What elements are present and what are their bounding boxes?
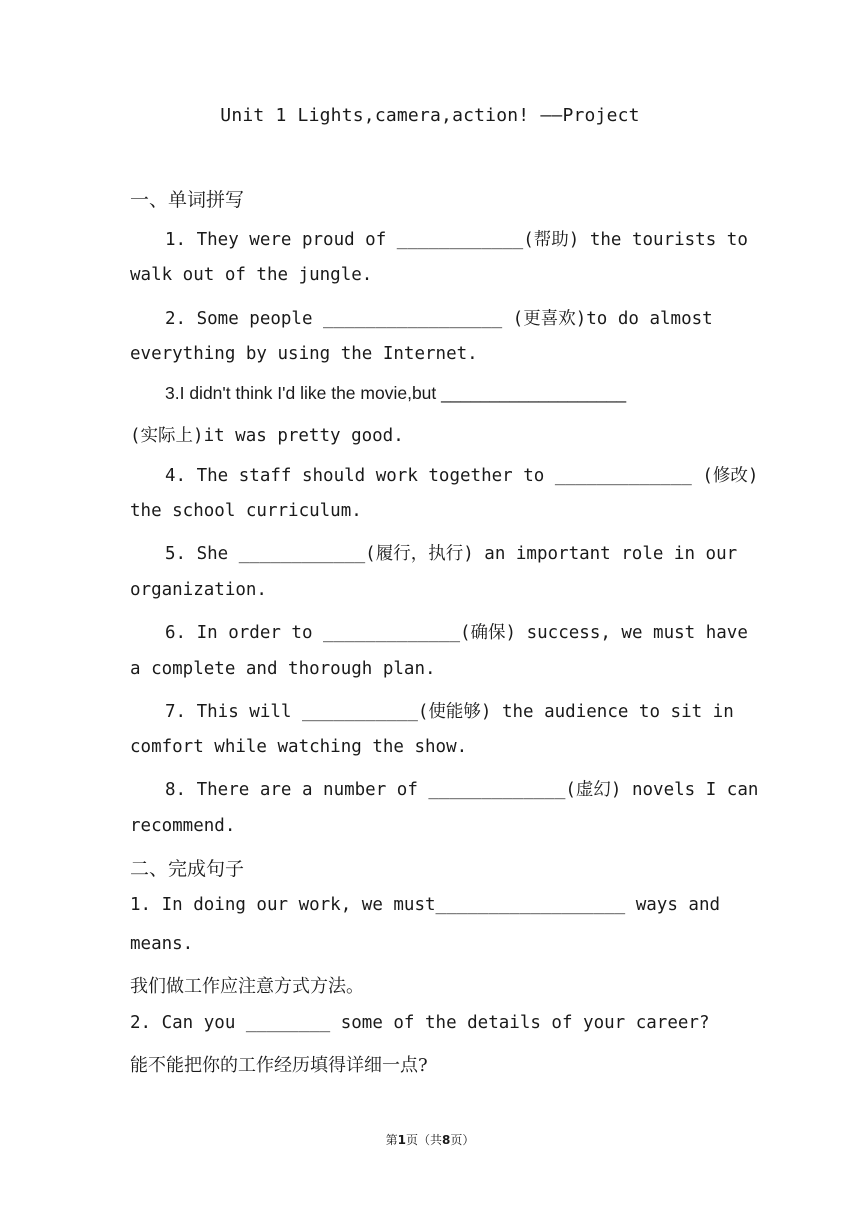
spelling-item-6-line-2: a complete and thorough plan. [130,659,436,679]
spelling-item-8-line-2: recommend. [130,816,236,836]
sentence-item-1-en-line-1: 1. In doing our work, we must__________________ ways and [130,895,721,915]
sentence-item-1-translation: 我们做工作应注意方式方法。 [130,976,364,997]
section-heading-spelling: 一、单词拼写 [130,189,245,211]
spelling-item-1-line-2: walk out of the jungle. [130,265,373,285]
section-heading-sentences: 二、完成句子 [130,858,245,880]
spelling-item-2-line-2: everything by using the Internet. [130,344,478,364]
spelling-item-7-line-2: comfort while watching the show. [130,737,468,757]
sentence-item-2-en: 2. Can you ________ some of the details of your career? [130,1013,710,1033]
page-total: 8 [442,1133,451,1147]
spelling-item-4-line-1: 4. The staff should work together to _____________ (修改) [165,466,759,486]
spelling-item-1-line-1: 1. They were proud of ____________(帮助) the tourists to [165,230,748,250]
spelling-item-2-line-1: 2. Some people _________________ (更喜欢)to do almost [165,309,713,329]
spelling-item-8-line-1: 8. There are a number of _____________(虚幻) novels I can [165,780,759,800]
page-title: Unit 1 Lights,camera,action! ——Project [220,105,640,126]
page-footer: 第1页（共8页） [385,1133,475,1147]
page-number: 1 [397,1133,406,1147]
spelling-item-7-line-1: 7. This will ___________(使能够) the audience to sit in [165,702,734,722]
spelling-item-3-line-1: 3.I didn't think I'd like the movie,but ___________________ [165,383,627,403]
spelling-item-3-line-2: (实际上)it was pretty good. [130,426,404,446]
spelling-item-6-line-1: 6. In order to _____________(确保) success, we must have [165,623,748,643]
spelling-item-5-line-1: 5. She ____________(履行，执行) an important role in our [165,544,738,564]
spelling-item-4-line-2: the school curriculum. [130,501,362,521]
spelling-item-5-line-2: organization. [130,580,267,600]
sentence-item-2-translation: 能不能把你的工作经历填得详细一点? [130,1055,428,1076]
sentence-item-1-en-line-2: means. [130,934,194,954]
